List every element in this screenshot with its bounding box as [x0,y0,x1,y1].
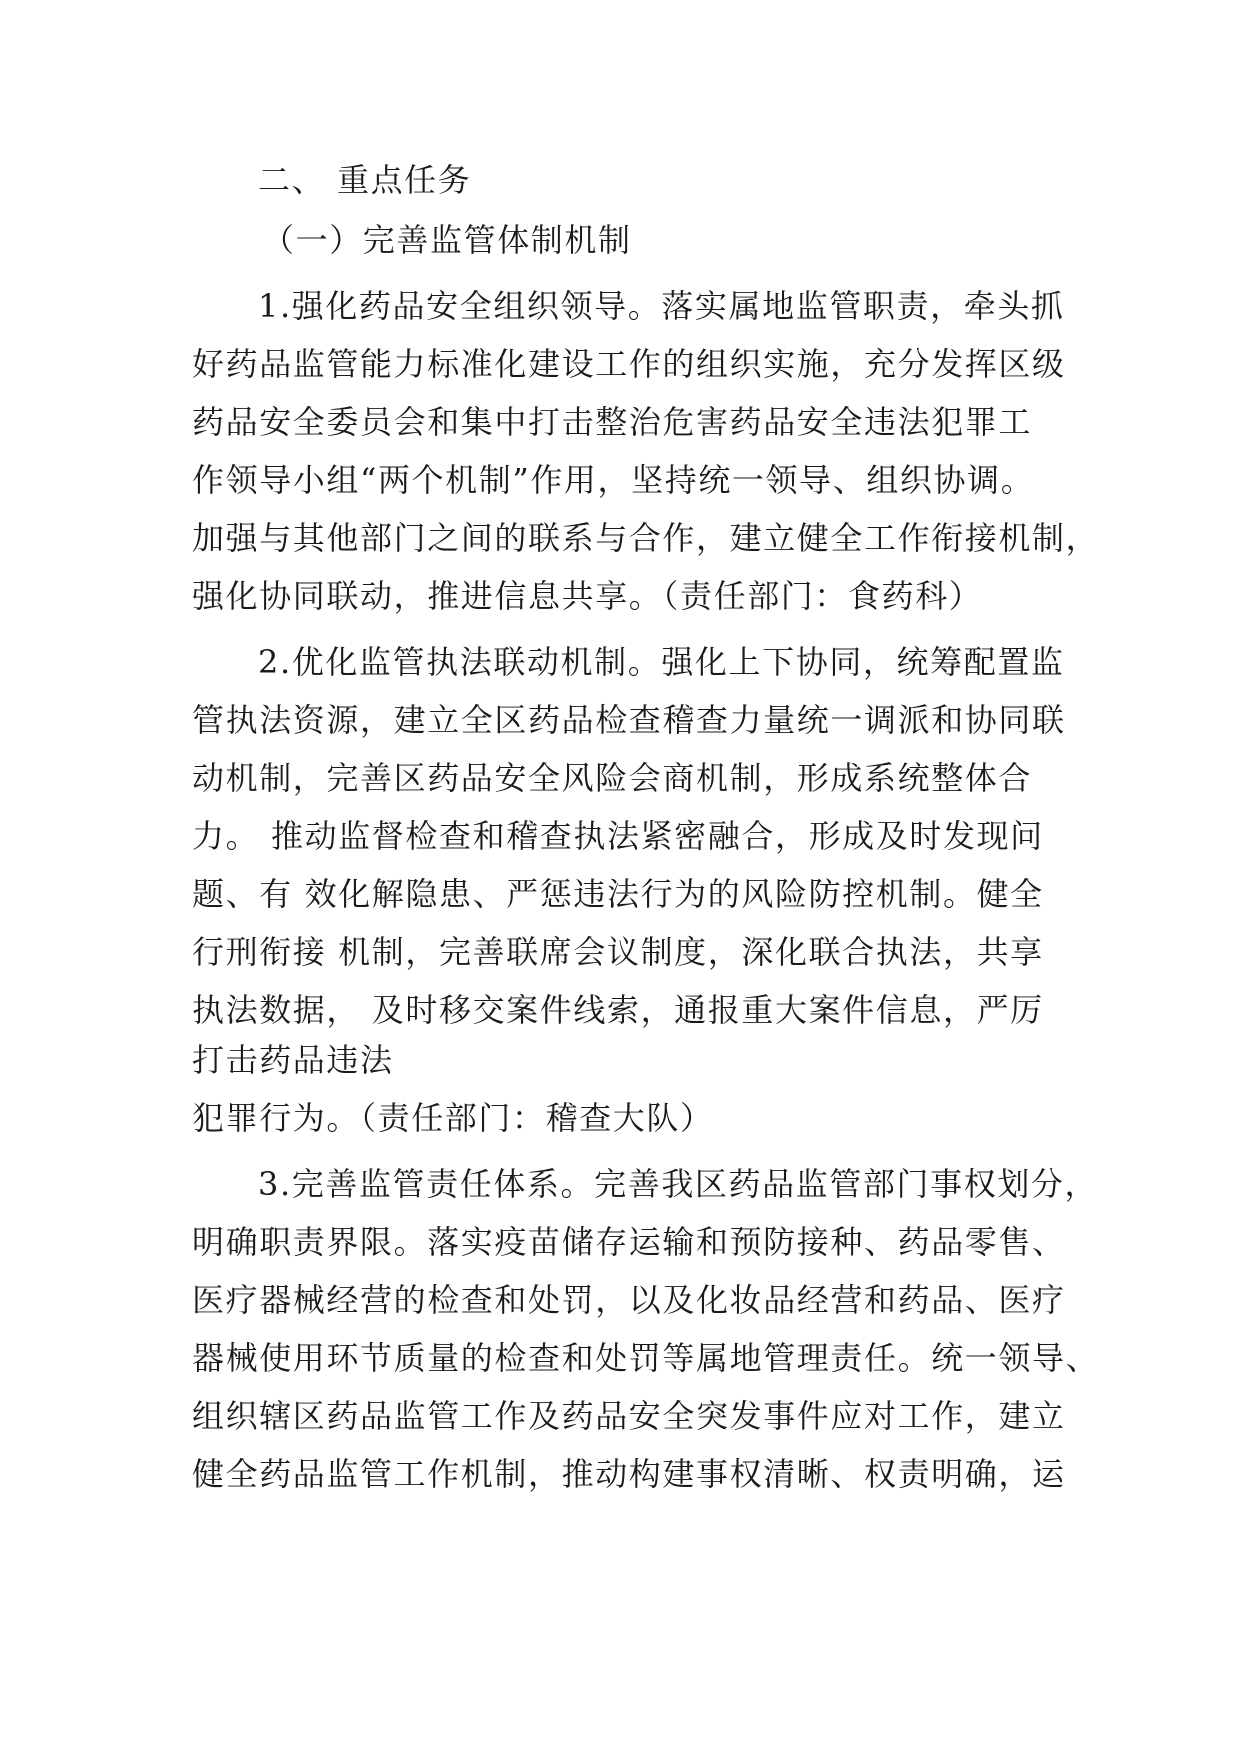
paragraph-line: 作领导小组“两个机制”作用，坚持统一领导、组织协调。 [192,461,1035,499]
paragraph-line: 2.优化监管执法联动机制。强化上下协同，统筹配置监 [258,643,1065,681]
paragraph-line: 药品安全委员会和集中打击整治危害药品安全违法犯罪工 [192,403,1033,441]
paragraph-line: 明确职责界限。落实疫苗储存运输和预防接种、药品零售、 [192,1223,1066,1261]
paragraph-line: 动机制，完善区药品安全风险会商机制，形成系统整体合 [192,759,1033,797]
paragraph-line: 题、有 效化解隐患、严惩违法行为的风险防控机制。健全 [192,875,1044,913]
paragraph-line: 健全药品监管工作机制，推动构建事权清晰、权责明确，运 [192,1455,1066,1493]
paragraph-line: 管执法资源，建立全区药品检查稽查力量统一调派和协同联 [192,701,1066,739]
paragraph-line: 1.强化药品安全组织领导。落实属地监管职责，牵头抓 [258,287,1065,325]
paragraph-line: 好药品监管能力标准化建设工作的组织实施，充分发挥区级 [192,345,1066,383]
paragraph-line: 执法数据， 及时移交案件线索，通报重大案件信息，严厉 [192,991,1044,1029]
paragraph-line: 加强与其他部门之间的联系与合作，建立健全工作衔接机制， [192,519,1100,557]
paragraph-line: 3.完善监管责任体系。完善我区药品监管部门事权划分， [258,1165,1099,1203]
paragraph-line: 犯罪行为。（责任部门：稽查大队） [192,1099,714,1137]
subsection-heading: （一）完善监管体制机制 [262,221,632,259]
paragraph-line: 组织辖区药品监管工作及药品安全突发事件应对工作，建立 [192,1397,1066,1435]
paragraph-line: 打击药品违法 [192,1041,394,1079]
paragraph-line: 器械使用环节质量的检查和处罚等属地管理责任。统一领导、 [192,1339,1100,1377]
paragraph-line: 强化协同联动，推进信息共享。（责任部门：食药科） [192,577,983,615]
section-heading: 二、 重点任务 [258,161,472,199]
paragraph-line: 力。 推动监督检查和稽查执法紧密融合，形成及时发现问 [192,817,1044,855]
paragraph-line: 行刑衔接 机制，完善联席会议制度，深化联合执法，共享 [192,933,1044,971]
paragraph-line: 医疗器械经营的检查和处罚，以及化妆品经营和药品、医疗 [192,1281,1066,1319]
